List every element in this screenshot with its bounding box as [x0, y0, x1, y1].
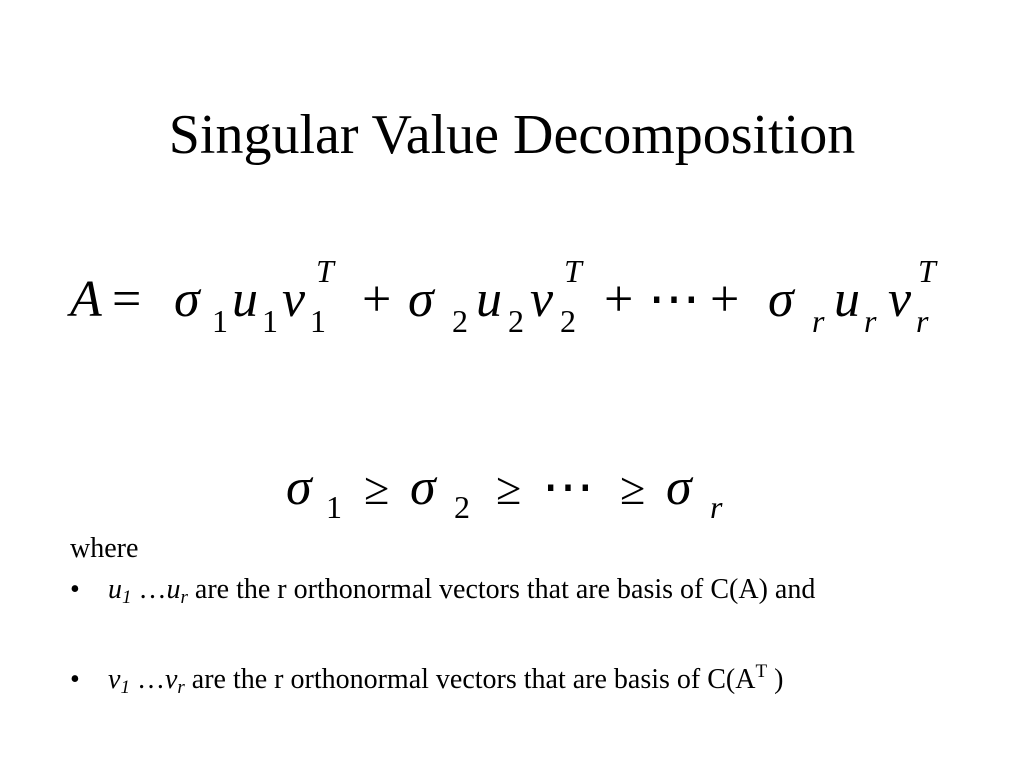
geq-sign-1: ≥ — [364, 463, 390, 514]
order-sigma-2: σ — [410, 459, 436, 516]
order-sigma-r-index: r — [710, 489, 723, 525]
u-1-index: 1 — [262, 303, 278, 339]
u-last-symbol: u — [166, 574, 181, 605]
u-last-subscript: r — [180, 587, 188, 608]
ellipsis-text: … — [131, 574, 167, 605]
order-ellipsis: ⋯ — [542, 459, 594, 516]
sigma-1: σ — [174, 271, 200, 328]
bullet-dot: • — [70, 664, 80, 695]
ellipsis-text: … — [129, 664, 165, 695]
sigma-r-index: r — [812, 303, 825, 339]
ellipsis: ⋯ — [648, 271, 700, 328]
order-sigma-r: σ — [666, 459, 692, 516]
v-2-index: 2 — [560, 303, 576, 339]
u-2-index: 2 — [508, 303, 524, 339]
plus-sign-3: + — [710, 271, 740, 328]
v-first-symbol: v — [108, 664, 121, 695]
geq-sign-3: ≥ — [620, 463, 646, 514]
order-sigma-2-index: 2 — [454, 489, 470, 525]
order-sigma-1: σ — [286, 459, 312, 516]
v-1: v — [282, 271, 306, 328]
slide-title: Singular Value Decomposition — [168, 104, 856, 166]
u-first-subscript: 1 — [122, 587, 132, 608]
plus-sign-1: + — [362, 271, 392, 328]
bullet-u-vectors — [70, 573, 815, 615]
transpose-superscript: T — [755, 661, 768, 682]
svd-sum-equation — [67, 253, 938, 339]
v-description: are the r orthonormal vectors that are basis of C(A — [184, 664, 756, 695]
v-first-subscript: 1 — [120, 677, 130, 698]
u-1: u — [232, 271, 258, 328]
v-2-transpose: T — [564, 253, 582, 289]
sigma-2: σ — [408, 271, 434, 328]
v-1-index: 1 — [310, 303, 326, 339]
v-description-close: ) — [767, 664, 784, 695]
matrix-a: A — [70, 271, 102, 328]
order-sigma-1-index: 1 — [326, 489, 342, 525]
sigma-2-index: 2 — [452, 303, 468, 339]
sigma-ordering — [286, 459, 723, 525]
v-r: v — [888, 271, 912, 328]
sigma-r: σ — [768, 271, 794, 328]
v-last-subscript: r — [177, 677, 185, 698]
v-r-index: r — [916, 303, 929, 339]
v-2: v — [530, 271, 554, 328]
equals-sign: = — [112, 271, 142, 328]
u-first-symbol: u — [108, 574, 122, 605]
u-r-index: r — [864, 303, 877, 339]
v-last-symbol: v — [164, 664, 178, 695]
plus-sign-2: + — [604, 271, 634, 328]
sigma-1-index: 1 — [212, 303, 228, 339]
bullet-dot: • — [70, 574, 80, 605]
u-description: are the r orthonormal vectors that are basis of C(A) and — [187, 574, 816, 605]
bullet-v-vectors — [70, 655, 783, 705]
v-r-transpose: T — [918, 253, 936, 289]
v-1-transpose: T — [316, 253, 334, 289]
where-label: where — [70, 533, 139, 564]
geq-sign-2: ≥ — [496, 463, 522, 514]
u-2: u — [476, 271, 502, 328]
u-r: u — [834, 271, 860, 328]
